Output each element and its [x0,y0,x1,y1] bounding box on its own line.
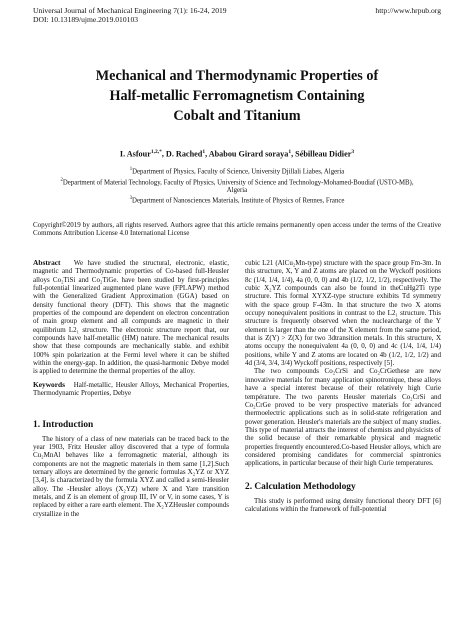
title-line: Half-metallic Ferromagnetism Containing [109,88,365,104]
intro-paragraph: The history of a class of new materials can be traced back to the year 1903, Fritz Heusler alloy discovered that a type of formula Cu₂MnAl behaves like a ferromagnetic material, although its components are not the magnetic materials in them same [1,2].Such ternary alloys are determined by the generic formulas X₂YZ or XYZ [3,4], is characterized by the formula XYZ and called a semi-Heusler alloy. The -Heusler alloys (X₂YZ) where X and Yare transition metals, and Z is an element of group III, IV or V, in some cases, Y is replaced by either a rare earth element. The X₂YZHeusler compounds crystallize in the [33,434,229,518]
affiliation-3: $^3$Department of Nanosciences Materials, Institute of Physics of Rennes, France [129,196,345,205]
abstract-text: We have studied the structural, electronic, elastic, magnetic and Thermodynamic properties of Co-based full-Heusler alloys Co₂TiSi and Co₂TiGe. have been studied by first-principles full-potential linearized augmented plane wave (FPLAPW) method with the Generalized Gradient Approximation (GGA) based on density functional theory (DFT). This shows that the magnetic properties of the compound are dependent on electron concentration of main group element and all compunds are magnetic in their equilibrium L2₁ structure. The electronic structure report that, our compounds have half-metallic (HM) nature. The mechanical results show that these compounds are mechanically stable. and exhibit 100% spin polarization at the Fermi level where it can be shifted within the energy-gap. In addition, the quasi-harmonic Debye model is applied to determine the thermal properties of the alloy. [33,259,230,376]
author-affil-mark: 1 [288,149,292,155]
author-affil-mark: 1 [202,149,206,155]
title-line: Cobalt and Titanium [173,108,301,124]
affiliation-2: $^2$Department of Material Technology, Faculty of Physics, University of Science and Technology-Mohamed-Boudiaf (USTO-MB), [60,177,414,186]
right-column [245,259,441,513]
affiliation-1: $^1$Department of Physics, Faculty of Science, University Djillali Liabes, Algeria [129,167,345,176]
keywords-label: Keywords [33,379,66,389]
abstract-label: Abstract [33,258,61,267]
keywords-text: Half-metallic, Heusler Alloys, Mechanical Properties, Thermodynamic Properties, Debye [33,380,230,398]
keywords [33,381,229,398]
copyright-notice: Copyright©2019 by authors, all rights reserved. Authors agree that this article remains permanently open access under the terms of the Creative Commons Attribution License 4.0 International License [33,221,441,238]
author-list [30,147,444,160]
doi[interactable]: DOI: 10.13189/ujme.2019.010103 [33,15,139,24]
author-name: , Sébilleau Didier [291,149,352,159]
author-name: I. Asfour [119,149,151,159]
affiliations [30,166,444,206]
calc-paragraph: This study is performed using density functional theory DFT [6] calculations within the framework of full-potential [245,496,441,513]
journal-citation: Universal Journal of Mechanical Engineering 7(1): 16-24, 2019 [33,6,227,15]
author-affil-mark: 1,2,* [150,149,162,155]
left-column [33,259,229,518]
section-heading: 1. Introduction [33,419,94,430]
abstract [33,259,229,376]
affiliation-2-cont: Algeria [226,187,248,195]
title-line: Mechanical and Thermodynamic Properties of [95,68,379,84]
author-name: , Ababou Girard soraya [205,149,289,159]
body-paragraph: cubic L21 (AlCu₂Mn-type) structure with the space group Fm-3m. In this structure, X, Y and Z atoms are placed on the Wyckoff positions 8c (1/4, 1/4, 1/4), 4a (0, 0, 0) and 4b (1/2, 1/2, 1/2), respectively. The cubic X₂YZ compounds can also be found in theCuHg2Ti type structure. This formal XYXZ-type structure exhibits Td symmetry with the space group F-43m. In that structure the two X atoms occupy nonequivalent positions in contrast to the L2₁ structure. This structure is frequently observed when the nuclearcharge of the Y element is larger than the one of the X element from the same period, that is Z(Y) > Z(X) for two 3dtransition metals. In this structure, X atoms occupy the nonequivalent 4a (0, 0, 0) and 4c (1/4, 1/4, 1/4) positions, while Y and Z atoms are located on 4b (1/2, 1/2, 1/2) and 4d (3/4, 3/4, 3/4) Wyckoff positions, respectively [5]. [245,259,441,368]
body-paragraph: The two compounds Co₂CrSi and Co₂CrGethese are new innovative materials for many application spinotronique, these alloys have a special interest because of their relatively high Curie température. The two parents Heusler materials Co₂CrSi and Co₂CrGe proved to be very prospective materials for advanced thermoelectric applications such as in solid-state refrigeration and power generation. Heusler's materials are the subject of many studies. This type of material attracts the interest of chemists and physicists of the solid because of their remarkable physical and magnetic properties frequently encountered.Co-based Heusler alloys, which are considered promising candidates for commercial spintronics applications, in particular because of their high Curie temperatures. [245,367,441,468]
section-heading: 2. Calculation Methodology [245,481,356,492]
author-affil-mark: 3 [351,149,355,155]
running-header [33,6,441,28]
author-name: , D. Rached [161,149,203,159]
paper-title [40,66,434,126]
journal-url[interactable]: http://www.hrpub.org [375,6,441,15]
